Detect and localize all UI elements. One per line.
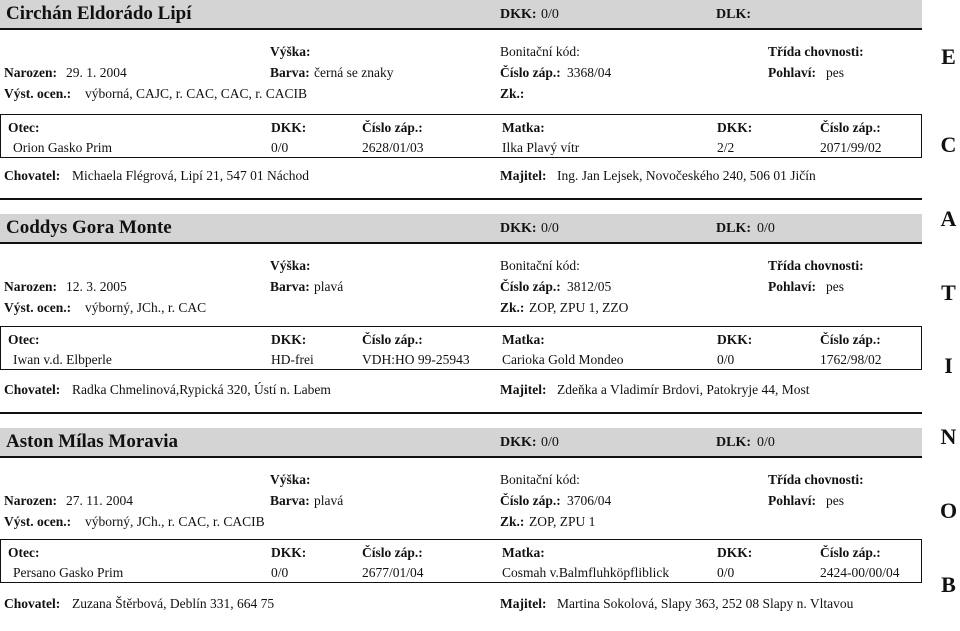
matka-name: Cosmah v.Balmfluhköpfliblick <box>502 565 670 580</box>
bonitacni-kod-label: Bonitační kód: <box>500 472 580 487</box>
otec-label: Otec: <box>8 332 40 347</box>
trida-chovnosti-label: Třída chovnosti: <box>768 44 864 59</box>
matka-dkk: 2/2 <box>717 140 735 155</box>
vertical-title <box>937 0 960 631</box>
otec-dkk-label: DKK: <box>271 120 307 135</box>
parents-box <box>0 326 922 370</box>
dlk-label: DLK: <box>716 7 751 22</box>
vertical-letter: I <box>944 353 953 378</box>
cislo-zap-label: Číslo záp.: <box>500 279 561 294</box>
matka-dkk-label: DKK: <box>717 545 753 560</box>
narozen-label: Narozen: <box>4 65 57 80</box>
zk-label: Zk.: <box>500 86 525 101</box>
otec-dkk: 0/0 <box>271 565 289 580</box>
matka-cislo-label: Číslo záp.: <box>820 545 881 560</box>
barva-value: plavá <box>314 279 344 294</box>
majitel-value: Ing. Jan Lejsek, Novočeského 240, 506 01 Jičín <box>557 168 816 183</box>
vyska-label: Výška: <box>270 44 311 59</box>
zk-label: Zk.: <box>500 300 525 315</box>
trida-chovnosti-label: Třída chovnosti: <box>768 472 864 487</box>
narozen-label: Narozen: <box>4 493 57 508</box>
majitel-label: Majitel: <box>500 168 547 183</box>
otec-name: Iwan v.d. Elbperle <box>13 352 112 367</box>
separator-line <box>0 412 922 414</box>
vertical-letter: E <box>941 44 956 69</box>
dkk-value: 0/0 <box>541 221 559 236</box>
otec-label: Otec: <box>8 545 40 560</box>
matka-cislo: 2071/99/02 <box>820 140 882 155</box>
cislo-zap-label: Číslo záp.: <box>500 65 561 80</box>
majitel-value: Martina Sokolová, Slapy 363, 252 08 Slapy n. Vltavou <box>557 596 854 611</box>
parents-box <box>0 114 922 158</box>
otec-dkk-label: DKK: <box>271 545 307 560</box>
vyska-label: Výška: <box>270 258 311 273</box>
vertical-letter: T <box>941 280 956 305</box>
matka-name: Ilka Plavý vítr <box>502 140 580 155</box>
vertical-letter: N <box>940 424 957 449</box>
majitel-label: Majitel: <box>500 382 547 397</box>
vyst-ocen-value: výborný, JCh., r. CAC <box>85 300 207 315</box>
dlk-value: 0/0 <box>757 435 775 450</box>
otec-cislo: 2677/01/04 <box>362 565 424 580</box>
dog-header <box>0 428 922 458</box>
zk-value: ZOP, ZPU 1 <box>529 514 596 529</box>
cislo-zap-label: Číslo záp.: <box>500 493 561 508</box>
barva-label: Barva: <box>270 493 310 508</box>
matka-cislo: 2424-00/00/04 <box>820 565 900 580</box>
pohlavi-label: Pohlaví: <box>768 65 817 80</box>
matka-name: Carioka Gold Mondeo <box>502 352 624 367</box>
narozen-value: 12. 3. 2005 <box>66 279 127 294</box>
separator-line <box>0 198 922 200</box>
otec-name: Orion Gasko Prim <box>13 140 112 155</box>
otec-cislo: 2628/01/03 <box>362 140 424 155</box>
otec-dkk: 0/0 <box>271 140 289 155</box>
cislo-zap-value: 3706/04 <box>567 493 612 508</box>
dkk-label: DKK: <box>500 7 537 22</box>
zk-value: ZOP, ZPU 1, ZZO <box>529 300 629 315</box>
dog-name: Coddys Gora Monte <box>6 217 172 238</box>
vertical-letter: B <box>941 572 956 597</box>
pohlavi-label: Pohlaví: <box>768 279 817 294</box>
chovatel-value: Michaela Flégrová, Lipí 21, 547 01 Náchod <box>72 168 309 183</box>
barva-label: Barva: <box>270 279 310 294</box>
narozen-value: 27. 11. 2004 <box>66 493 133 508</box>
majitel-value: Zdeňka a Vladimír Brdovi, Patokryje 44, Most <box>557 382 810 397</box>
vyst-ocen-value: výborná, CAJC, r. CAC, CAC, r. CACIB <box>85 86 308 101</box>
dog-header <box>0 0 922 30</box>
vyst-ocen-label: Výst. ocen.: <box>4 86 72 101</box>
barva-value: černá se znaky <box>314 65 394 80</box>
dkk-value: 0/0 <box>541 7 559 22</box>
narozen-value: 29. 1. 2004 <box>66 65 127 80</box>
dlk-label: DLK: <box>716 435 751 450</box>
matka-label: Matka: <box>502 332 545 347</box>
vertical-letter: C <box>940 132 957 157</box>
pohlavi-value: pes <box>826 493 844 508</box>
matka-cislo-label: Číslo záp.: <box>820 332 881 347</box>
vyst-ocen-label: Výst. ocen.: <box>4 300 72 315</box>
dkk-label: DKK: <box>500 221 537 236</box>
barva-value: plavá <box>314 493 344 508</box>
otec-dkk: HD-frei <box>271 352 314 367</box>
parents-box <box>0 539 922 583</box>
dog-name: Aston Mílas Moravia <box>6 431 179 452</box>
pohlavi-label: Pohlaví: <box>768 493 817 508</box>
chovatel-label: Chovatel: <box>4 382 61 397</box>
cislo-zap-value: 3812/05 <box>567 279 612 294</box>
matka-cislo: 1762/98/02 <box>820 352 882 367</box>
otec-cislo-label: Číslo záp.: <box>362 120 423 135</box>
dkk-label: DKK: <box>500 435 537 450</box>
otec-dkk-label: DKK: <box>271 332 307 347</box>
dkk-value: 0/0 <box>541 435 559 450</box>
bonitacni-kod-label: Bonitační kód: <box>500 44 580 59</box>
dog-header <box>0 214 922 244</box>
trida-chovnosti-label: Třída chovnosti: <box>768 258 864 273</box>
dlk-label: DLK: <box>716 221 751 236</box>
dog-record <box>0 428 922 628</box>
majitel-label: Majitel: <box>500 596 547 611</box>
vertical-letter: O <box>939 498 958 523</box>
matka-cislo-label: Číslo záp.: <box>820 120 881 135</box>
chovatel-label: Chovatel: <box>4 596 61 611</box>
chovatel-value: Radka Chmelinová,Rypická 320, Ústí n. Labem <box>72 382 331 397</box>
vyst-ocen-value: výborný, JCh., r. CAC, r. CACIB <box>85 514 265 529</box>
matka-dkk-label: DKK: <box>717 120 753 135</box>
matka-label: Matka: <box>502 120 545 135</box>
dog-record <box>0 214 922 414</box>
dlk-value: 0/0 <box>757 221 775 236</box>
chovatel-label: Chovatel: <box>4 168 61 183</box>
barva-label: Barva: <box>270 65 310 80</box>
zk-label: Zk.: <box>500 514 525 529</box>
otec-label: Otec: <box>8 120 40 135</box>
narozen-label: Narozen: <box>4 279 57 294</box>
chovatel-value: Zuzana Štěrbová, Deblín 331, 664 75 <box>72 596 275 611</box>
bonitacni-kod-label: Bonitační kód: <box>500 258 580 273</box>
otec-cislo-label: Číslo záp.: <box>362 545 423 560</box>
pohlavi-value: pes <box>826 279 844 294</box>
matka-dkk: 0/0 <box>717 565 735 580</box>
cislo-zap-value: 3368/04 <box>567 65 612 80</box>
vertical-letter: A <box>940 206 957 231</box>
otec-name: Persano Gasko Prim <box>13 565 124 580</box>
matka-dkk-label: DKK: <box>717 332 753 347</box>
matka-label: Matka: <box>502 545 545 560</box>
otec-cislo-label: Číslo záp.: <box>362 332 423 347</box>
matka-dkk: 0/0 <box>717 352 735 367</box>
dog-record <box>0 0 922 200</box>
vyska-label: Výška: <box>270 472 311 487</box>
vyst-ocen-label: Výst. ocen.: <box>4 514 72 529</box>
otec-cislo: VDH:HO 99-25943 <box>362 352 470 367</box>
dog-name: Circhán Eldorádo Lipí <box>6 3 192 24</box>
pohlavi-value: pes <box>826 65 844 80</box>
